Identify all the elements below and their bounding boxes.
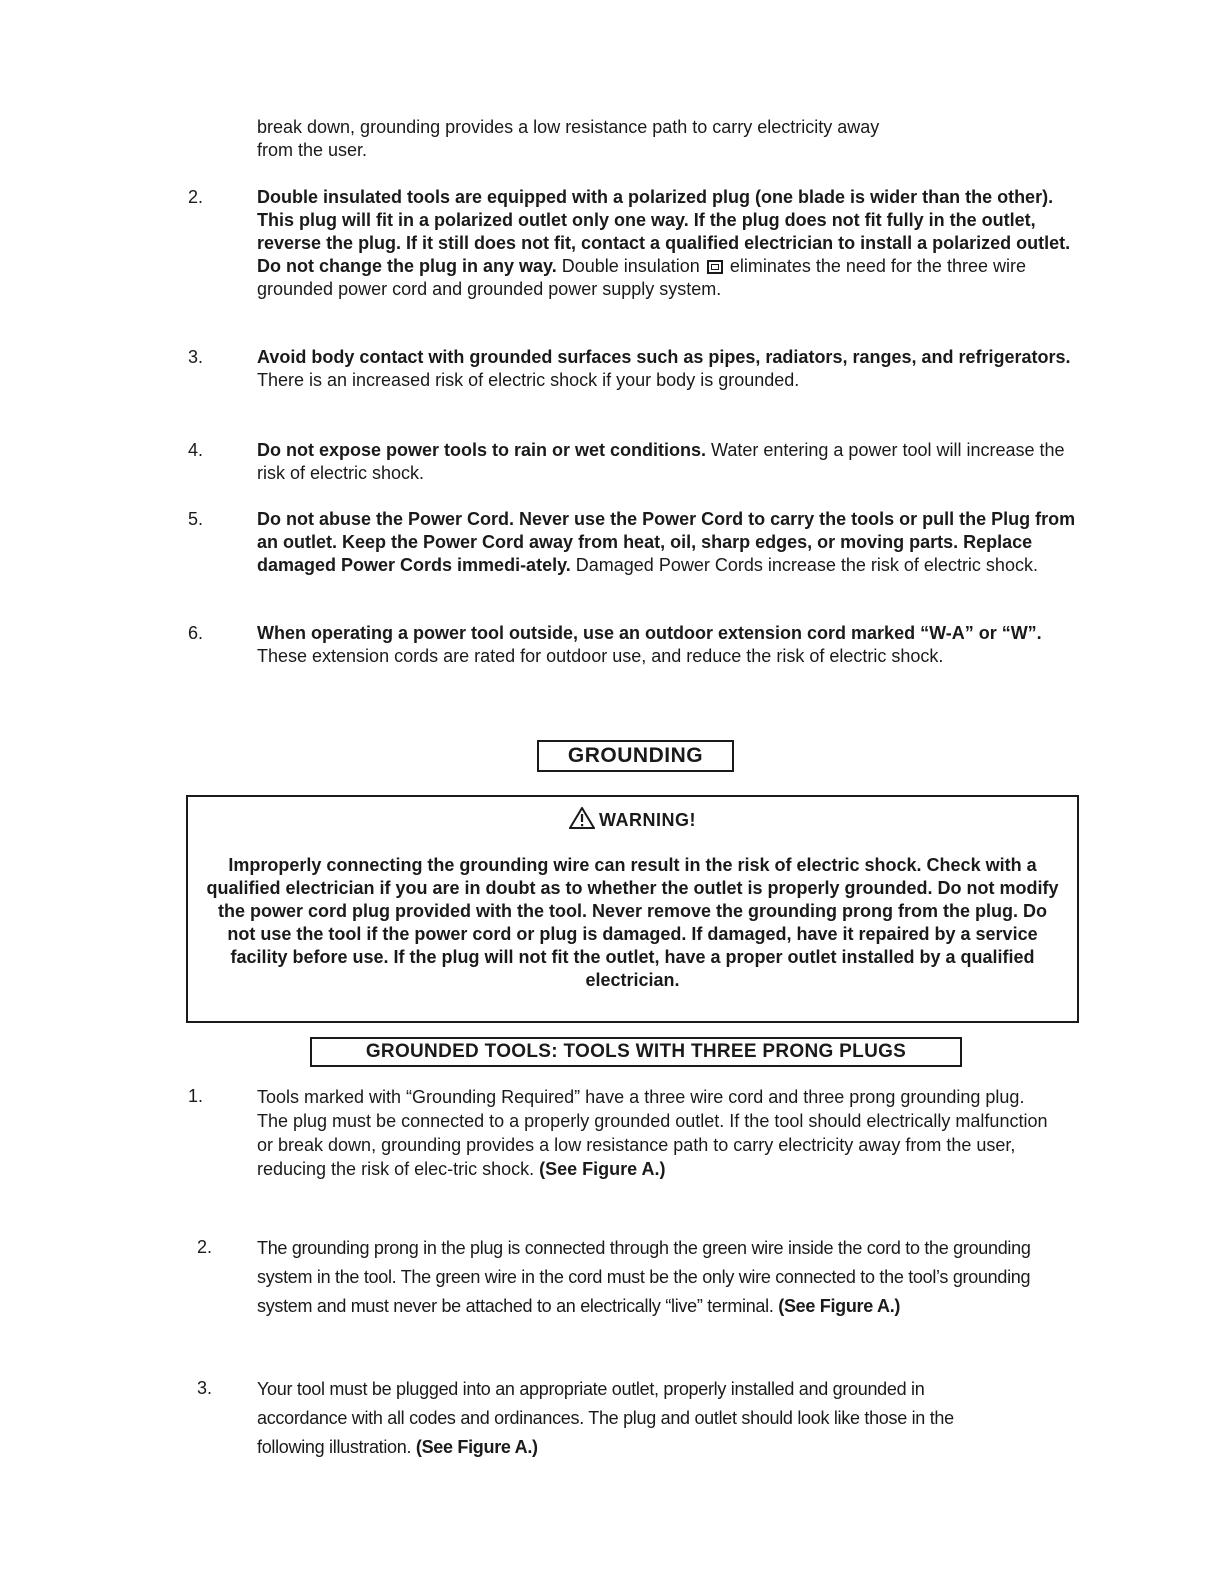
safety-item-bold-text: Do not abuse the Power Cord. Never use the Power Cord to carry the tools or pull the Plug from an outlet. Keep the Power Cord away from heat, oil, sharp edges, or moving parts. Replace damaged Power Cords immedi-ately. — [257, 509, 1076, 575]
safety-item-outdoor — [257, 622, 1087, 668]
safety-item-text: Double insulation — [556, 256, 705, 276]
safety-item-bold-text: Do not expose power tools to rain or wet conditions. — [257, 440, 707, 460]
grounded-item-number: 3. — [197, 1378, 213, 1398]
grounded-item-text: The grounding prong in the plug is connected through the green wire inside the cord to the grounding system in the tool. The green wire in the cord must be the only wire connected to the tool’s grounding system and must never be attached to an electrically “live” terminal. — [257, 1238, 1031, 1316]
safety-item-number: 5. — [188, 509, 204, 529]
safety-item-double-insulated — [257, 186, 1087, 301]
figure-reference: (See Figure A.) — [415, 1437, 538, 1457]
safety-item-text: These extension cords are rated for outdoor use, and reduce the risk of electric shock. — [257, 646, 944, 666]
safety-item-number: 3. — [188, 347, 204, 367]
safety-item-bold-text: When operating a power tool outside, use an outdoor extension cord marked “W-A” or “W”. — [257, 623, 1042, 643]
safety-item-text: Water entering a power tool will increase the risk of electric shock. — [257, 440, 1065, 483]
grounded-item-text: Your tool must be plugged into an appropriate outlet, properly installed and grounded in accordance with all codes and ordinances. The plug and outlet should look like those in the following illustration. — [257, 1379, 954, 1457]
safety-item-text-continued: eliminates the need for the three wire grounded power cord and grounded power supply system. — [257, 256, 1026, 299]
safety-item-number: 2. — [188, 187, 204, 207]
figure-reference: (See Figure A.) — [778, 1296, 901, 1316]
grounded-item-text: Tools marked with “Grounding Required” have a three wire cord and three prong grounding plug. The plug must be connected to a properly grounded outlet. If the tool should electrically malfunction or break down, grounding provides a low resistance path to carry electricity away from the user, reducing the risk of elec-tric shock. — [257, 1087, 1048, 1179]
warning-title-row — [188, 807, 1077, 834]
intro-paragraph — [257, 116, 1082, 162]
safety-item-bold-text: Avoid body contact with grounded surfaces such as pipes, radiators, ranges, and refrigerators. — [257, 347, 1071, 367]
safety-item-text: There is an increased risk of electric shock if your body is grounded. — [257, 370, 800, 390]
grounded-item-outlet — [257, 1375, 957, 1462]
grounded-item-grounding-prong — [257, 1234, 1037, 1321]
warning-title: WARNING! — [599, 810, 696, 830]
grounded-tools-heading: GROUNDED TOOLS: TOOLS WITH THREE PRONG PLUGS — [310, 1037, 962, 1067]
safety-item-text: Damaged Power Cords increase the risk of electric shock. — [570, 555, 1038, 575]
safety-item-number: 6. — [188, 623, 204, 643]
safety-item-rain — [257, 439, 1087, 485]
warning-triangle-icon — [569, 807, 595, 834]
intro-line-2: from the user. — [257, 140, 368, 160]
grounding-heading: GROUNDING — [537, 740, 734, 772]
safety-item-number: 4. — [188, 440, 204, 460]
grounded-item-number: 1. — [188, 1086, 204, 1106]
safety-item-body-contact — [257, 346, 1087, 392]
safety-item-bold-text: Double insulated tools are equipped with a polarized plug (one blade is wider than the other). This plug will fit in a polarized outlet only one way. If the plug does not fit fully in the outlet, reverse the plug. If it still does not fit, contact a qualified electrician to install a polarized outlet. Do not change the plug in any way. — [257, 187, 1071, 276]
figure-reference: (See Figure A.) — [539, 1159, 666, 1179]
grounded-item-number: 2. — [197, 1237, 213, 1257]
double-insulation-icon — [707, 260, 723, 274]
warning-body: Improperly connecting the grounding wire can result in the risk of electric shock. Check with a qualified electrician if you are in doubt as to whether the outlet is properly grounded. Do not modify the power cord plug provided with the tool. Never remove the grounding prong from the plug. Do not use the tool if the power cord or plug is damaged. If damaged, have it repaired by a service facility before use. If the plug will not fit the outlet, have a proper outlet installed by a qualified electrician. — [206, 855, 1059, 990]
intro-line-1: break down, grounding provides a low resistance path to carry electricity away — [257, 117, 880, 137]
grounded-item-grounding-required — [257, 1085, 1057, 1181]
warning-box — [186, 795, 1079, 1023]
safety-item-power-cord — [257, 508, 1087, 577]
